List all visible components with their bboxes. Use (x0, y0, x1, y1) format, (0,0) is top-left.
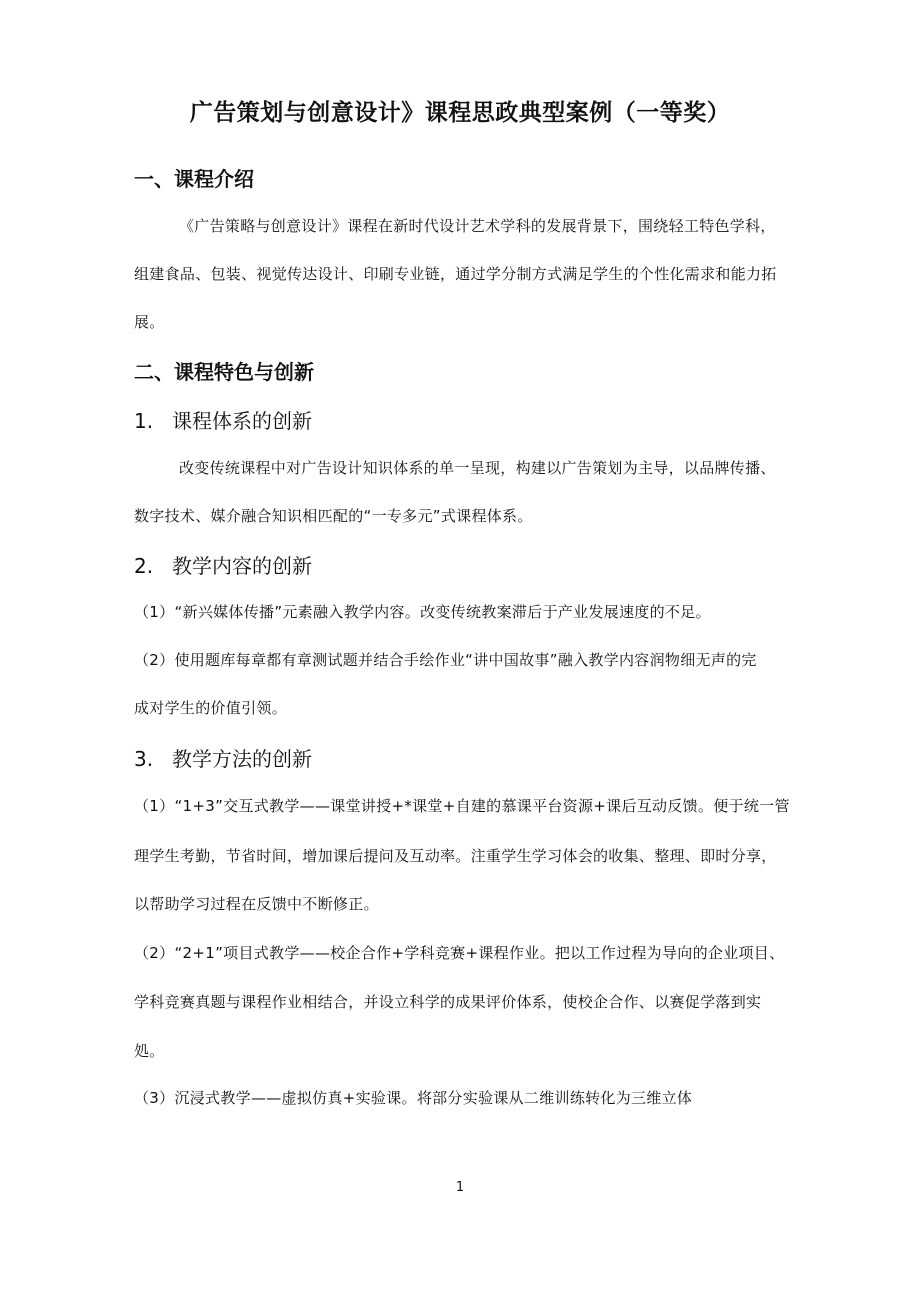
subsection-title: 教学方法的创新 (172, 747, 312, 771)
paragraph-line: （1）“新兴媒体传播”元素融入教学内容。改变传统教案滞后于产业发展速度的不足。 (134, 603, 711, 621)
document-title: 广告策划与创意设计》课程思政典型案例（一等奖） (189, 100, 731, 126)
paragraph-line: 理学生考勤，节省时间，增加课后提问及互动率。注重学生学习体会的收集、整理、即时分享， (134, 847, 777, 865)
paragraph-line: 処。 (134, 1042, 165, 1060)
paragraph-line: 学科竞赛真题与课程作业相结合，并设立科学的成果评价体系，使校企合作、以赛促学落到实 (134, 993, 762, 1011)
section-heading-course-intro: 一、课程介绍 (134, 167, 254, 191)
subsection-heading-curriculum-system (134, 405, 312, 434)
paragraph-line: 改变传统课程中对广告设计知识体系的单一呈现，构建以广告策划为主导，以品牌传播、 (179, 459, 776, 477)
paragraph-line: （3）沉浸式教学——虚拟仿真+实验课。将部分实验课从二维训练转化为三维立体 (134, 1089, 693, 1107)
paragraph-line: 展。 (134, 313, 165, 331)
page-number: 1 (455, 1180, 465, 1195)
subsection-title: 课程体系的创新 (172, 409, 312, 433)
paragraph-line: 成对学生的价值引领。 (134, 699, 288, 717)
paragraph-line: 数字技术、媒介融合知识相匹配的“一专多元”式课程体系。 (134, 507, 533, 525)
subsection-number: 3. (134, 747, 154, 771)
paragraph-line: （2）“2+1”项目式教学——校企合作+学科竞赛+课程作业。把以工作过程为导向的企业项目、 (134, 944, 785, 962)
paragraph-line: （1）“1+3”交互式教学——课堂讲授+*课堂+自建的慕课平台资源+课后互动反馈。便于统一管 (134, 797, 790, 815)
subsection-heading-teaching-methods (134, 743, 312, 772)
section-heading-features: 二、课程特色与创新 (134, 360, 314, 384)
paragraph-line: （2）使用题库每章都有章测试题并结合手绘作业“讲中国故事”融入教学内容润物细无声的完 (134, 651, 757, 669)
subsection-number: 2. (134, 554, 154, 578)
paragraph-line: 《广告策略与创意设计》课程在新时代设计艺术学科的发展背景下，围绕轻工特色学科， (179, 217, 776, 235)
subsection-heading-teaching-content (134, 550, 312, 579)
paragraph-line: 组建食品、包装、视觉传达设计、印刷专业链，通过学分制方式满足学生的个性化需求和能力拓 (134, 265, 777, 283)
subsection-number: 1. (134, 409, 154, 433)
subsection-title: 教学内容的创新 (172, 554, 312, 578)
paragraph-line: 以帮助学习过程在反馈中不断修正。 (134, 895, 379, 913)
